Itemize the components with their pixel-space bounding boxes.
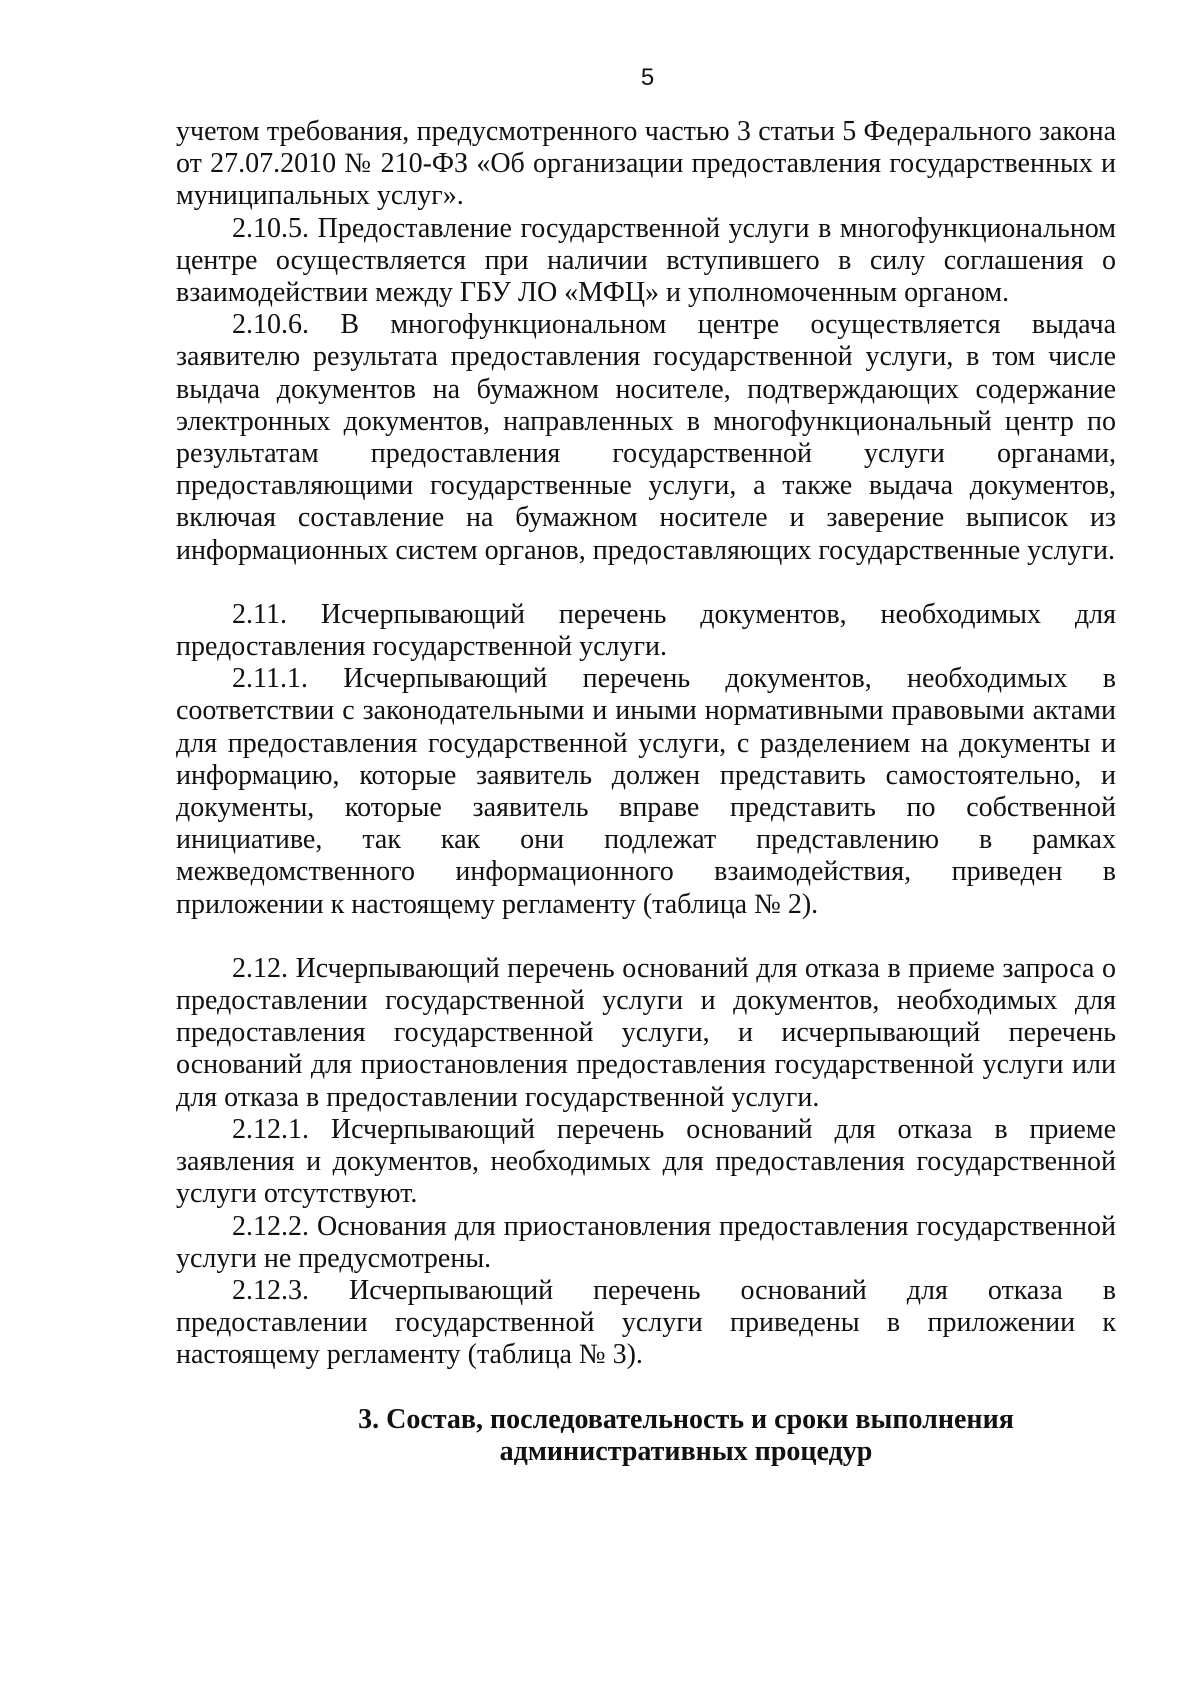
paragraph-spacer: [176, 921, 1116, 953]
page-number: 5: [640, 64, 655, 91]
document-body: [176, 116, 1116, 1468]
paragraph-2-10-5: 2.10.5. Предоставление государственной услуги в многофункциональном центре осуществляется при наличии вступившего в силу соглашения о взаимодействии между ГБУ ЛО «МФЦ» и уполномоченным органом.: [176, 212, 1116, 309]
paragraph-2-12-1: 2.12.1. Исчерпывающий перечень оснований для отказа в приеме заявления и документов, необходимых для предоставления государственной услуги отсутствуют.: [176, 1113, 1116, 1210]
paragraph-spacer: [176, 567, 1116, 599]
section-3-heading: [176, 1404, 1116, 1468]
paragraph-2-12-2: 2.12.2. Основания для приостановления предоставления государственной услуги не предусмотрены.: [176, 1210, 1116, 1274]
paragraph-2-12-3: 2.12.3. Исчерпывающий перечень оснований для отказа в предоставлении государственной услуги приведены в приложении к настоящему регламенту (таблица № 3).: [176, 1274, 1116, 1371]
section-heading-line-2: административных процедур: [499, 1435, 873, 1467]
paragraph-continuation: учетом требования, предусмотренного частью 3 статьи 5 Федерального закона от 27.07.2010 № 210-ФЗ «Об организации предоставления государственных и муниципальных услуг».: [176, 116, 1116, 212]
paragraph-2-11-1: 2.11.1. Исчерпывающий перечень документов, необходимых в соответствии с законодательными и иными нормативными правовыми актами для предоставления государственной услуги, с разделением на документы и информацию, которые заявитель должен представить самостоятельно, и документы, которые заявитель вправе представить по собственной инициативе, так как они подлежат представлению в рамках межведомственного информационного взаимодействия, приведен в приложении к настоящему регламенту (таблица № 2).: [176, 663, 1116, 920]
paragraph-spacer: [176, 1372, 1116, 1404]
paragraph-2-10-6: 2.10.6. В многофункциональном центре осуществляется выдача заявителю результата предоставления государственной услуги, в том числе выдача документов на бумажном носителе, подтверждающих содержание электронных документов, направленных в многофункциональный центр по результатам предоставления государственной услуги органами, предоставляющими государственные услуги, а также выдача документов, включая составление на бумажном носителе и заверение выписок из информационных систем органов, предоставляющих государственные услуги.: [176, 309, 1116, 566]
paragraph-2-11: 2.11. Исчерпывающий перечень документов, необходимых для предоставления государственной услуги.: [176, 598, 1116, 663]
paragraph-2-12: 2.12. Исчерпывающий перечень оснований для отказа в приеме запроса о предоставлении государственной услуги и документов, необходимых для предоставления государственной услуги, и исчерпывающий перечень оснований для приостановления предоставления государственной услуги или для отказа в предоставлении государственной услуги.: [176, 952, 1116, 1113]
section-heading-line-1: 3. Состав, последовательность и сроки выполнения: [358, 1403, 1014, 1435]
